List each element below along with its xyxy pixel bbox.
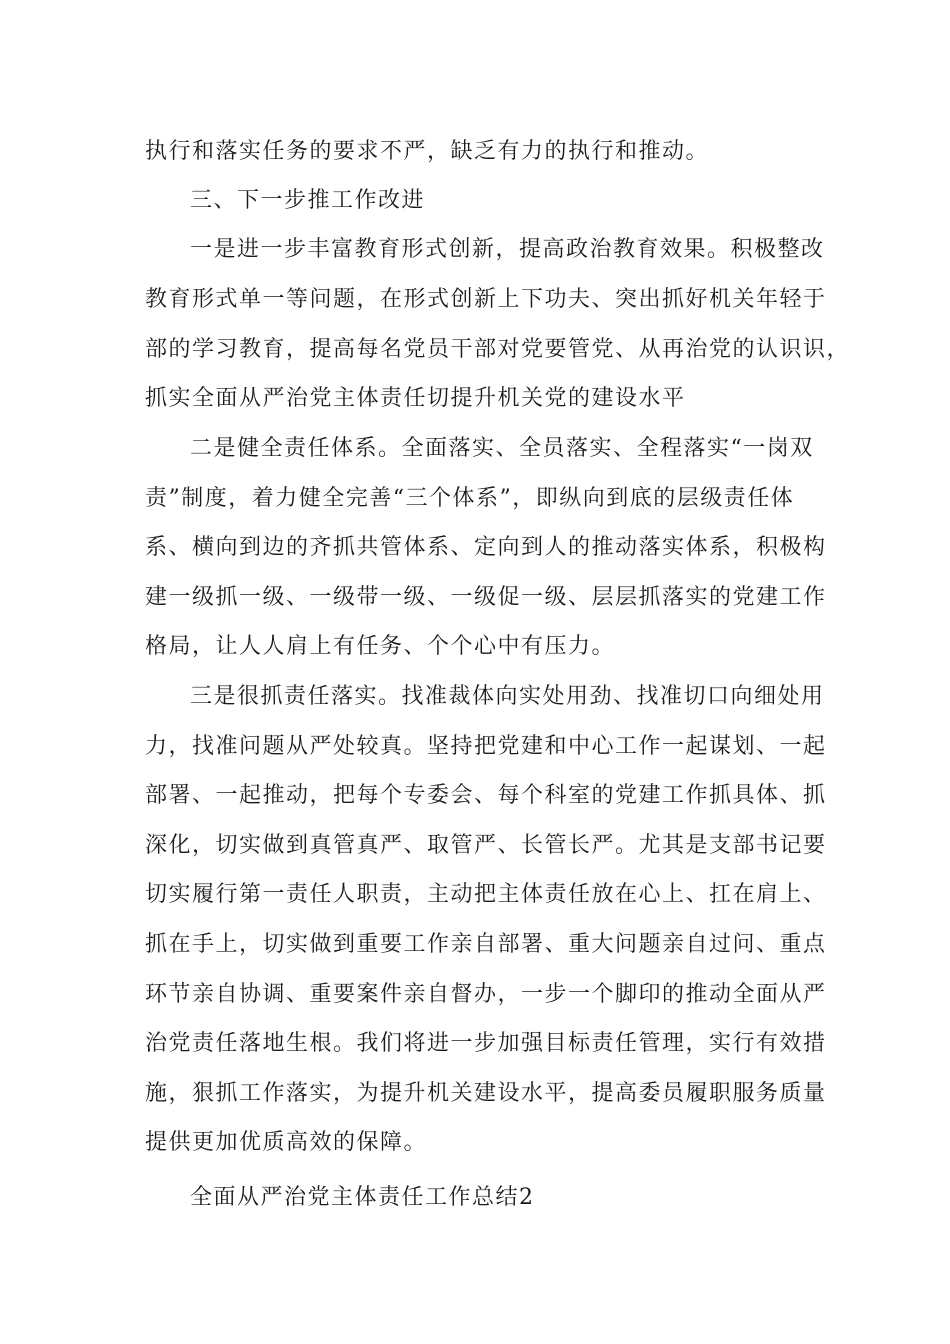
document-subtitle: 全面从严治党主体责任工作总结2	[190, 1185, 535, 1210]
text-line: 执行和落实任务的要求不严，缺乏有力的执行和推动。	[145, 139, 710, 164]
text-line: 二是健全责任体系。全面落实、全员落实、全程落实“一岗双	[190, 436, 814, 461]
text-line: 部的学习教育，提高每名党员干部对党要管党、从再治党的认识识，	[145, 337, 851, 362]
text-line: 部署、一起推动，把每个专委会、每个科室的党建工作抓具体、抓	[145, 783, 827, 808]
text-line: 深化，切实做到真管真严、取管严、长管长严。尤其是支部书记要	[145, 833, 827, 858]
text-line: 力，找准问题从严处较真。坚持把党建和中心工作一起谋划、一起	[145, 734, 827, 759]
text-line: 责”制度，着力健全完善“三个体系”，即纵向到底的层级责任体	[145, 486, 795, 511]
text-line: 提供更加优质高效的保障。	[145, 1130, 428, 1155]
text-line: 切实履行第一责任人职责，主动把主体责任放在心上、扛在肩上、	[145, 882, 827, 907]
section-heading: 三、下一步推工作改进	[190, 188, 426, 213]
text-line: 系、横向到边的齐抓共管体系、定向到人的推动落实体系，积极构	[145, 535, 827, 560]
text-line: 治党责任落地生根。我们将进一步加强目标责任管理，实行有效措	[145, 1031, 827, 1056]
text-line: 抓在手上，切实做到重要工作亲自部署、重大问题亲自过问、重点	[145, 932, 827, 957]
text-line: 施，狠抓工作落实，为提升机关建设水平，提高委员履职服务质量	[145, 1081, 827, 1106]
text-line: 三是很抓责任落实。找准裁体向实处用劲、找准切口向细处用	[190, 684, 825, 709]
text-line: 建一级抓一级、一级带一级、一级促一级、层层抓落实的党建工作	[145, 585, 827, 610]
text-line: 环节亲自协调、重要案件亲自督办，一步一个脚印的推动全面从严	[145, 982, 827, 1007]
text-line: 一是进一步丰富教育形式创新，提高政治教育效果。积极整改	[190, 237, 825, 262]
text-line: 抓实全面从严治党主体责任切提升机关党的建设水平	[145, 386, 686, 411]
text-line: 格局，让人人肩上有任务、个个心中有压力。	[145, 634, 616, 659]
text-line: 教育形式单一等问题，在形式创新上下功夫、突出抓好机关年轻于	[145, 287, 827, 312]
